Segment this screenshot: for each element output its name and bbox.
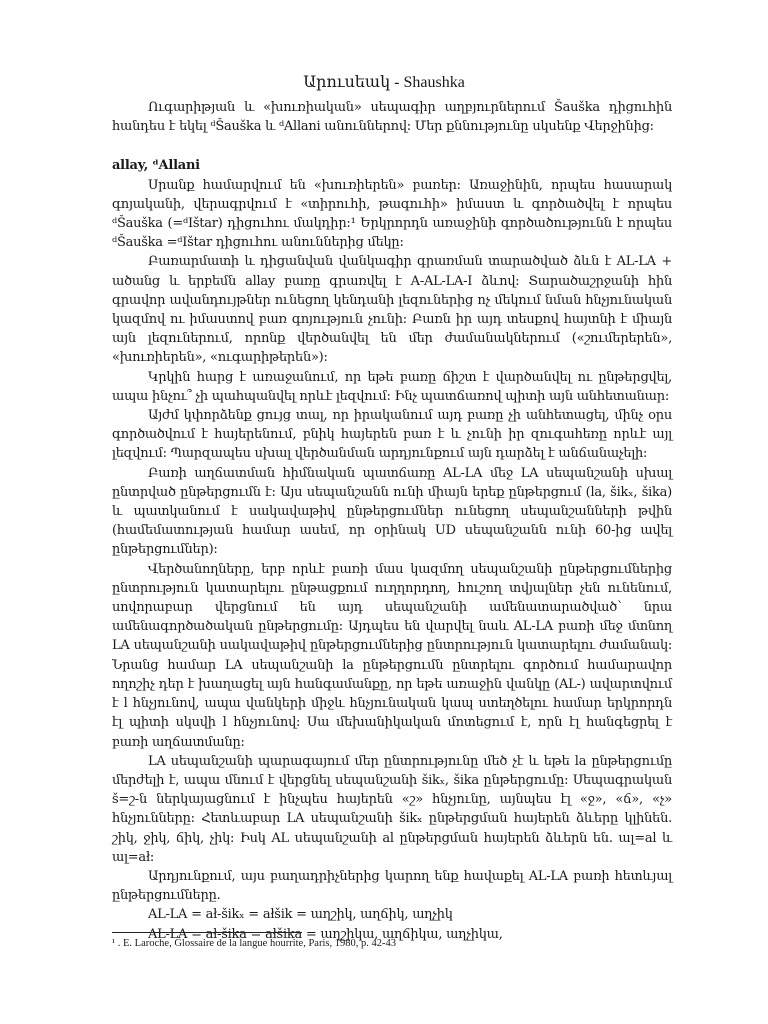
formula-line: AL-LA = ał-šikₓ = ałšik = աղշիկ, աղճիկ, աղչիկ <box>148 907 453 923</box>
body-paragraph: Բառի աղճատման հիմնական պատճառը AL-LA մեջ LA սեպանշանի սխալ ընտրված ընթերցումն է: Այս սեպանշանն ունի միայն երեք ընթերցում (la, šikₓ, šika) և պատկանում է սակավաթիվ ընթերցումներ ունեցող սեպանշանների թվին (համեմատության համար ասեմ, որ օրինակ UD սեպանշանն ունի 60-ից ավել ընթերցումներ): <box>112 465 672 558</box>
document-body <box>112 98 672 944</box>
formula-line: AL-LA = ał-šika = ałšika = աղշիկա, աղճիկա, աղչիկա, <box>148 926 503 942</box>
page-title: Արուսեակ - Shaushka <box>303 74 465 91</box>
body-paragraph: Այժմ կփորձենք ցույց տալ, որ իրականում այդ բառը չի անհետացել, մինչ օրս գործածվում է հայերենում, բնիկ հայերեն բառ է և չունի իր զուգահեռը որևէ այլ լեզվում: Պարզապես սխալ վերծանման արդյունքում այն դարձել է անճանաչելի: <box>112 408 672 462</box>
footnote-divider <box>112 932 302 933</box>
body-paragraph: Բառարմատի և դիցանվան վանկագիր գրառման տարածված ձևն է AL-LA + ածանց և երբեմն allay բառը գրառվել է A-AL-LA-I ձևով: Տարածաշրջանի հին գրավոր ավանդույթներ ունեցող կենդանի լեզուներից ոչ մեկում նման հնչյունական կազմով ու իմաստով բառ գոյություն չունի: Բառն իր այդ տեսքով հայտնի է միայն այն լեզուներում, որոնք վերծանվել են մեր ժամանակներում («շումերերեն», «խուռիերեն», «ուգարիթերեն»): <box>112 254 672 366</box>
body-paragraph: Արդյունքում, այս բաղադրիչներից կարող ենք հավաքել AL-LA բառի հետևյալ ընթերցումները. <box>112 868 672 904</box>
body-paragraph: Սրանք համարվում են «խուռիերեն» բառեր: Առաջինին, որպես հասարակ գոյականի, վերագրվում է «տիրուհի, թագուհի» իմաստ և գործածվել է որպես ᵈŠauška (=ᵈIštar) դիցուհու մակդիր:¹ Երկրորդն առաջինի գործածությունն է որպես ᵈŠauška =ᵈIštar դիցուհու անուններից մեկը: <box>112 177 672 251</box>
body-paragraph: LA սեպանշանի պարագայում մեր ընտրությունը մեծ չէ և եթե la ընթերցումը մերժելի է, ապա մնում է վերցնել սեպանշանի šikₓ, šika ընթերցումը: Սեպագրական š=շ-ն ներկայացնում է ինչպես հայերեն «շ» հնչյունը, այնպես էլ «ջ», «ճ», «չ» հնչյունները: Հետևաբար LA սեպանշանի šikₓ ընթերցման հայերեն ձևերը կլինեն. շիկ, ջիկ, ճիկ, չիկ: Իսկ AL սեպանշանի al ընթերցման հայերեն ձևերն են. ալ=al և ալ=ał: <box>112 753 672 865</box>
section-heading: allay, ᵈAllani <box>112 158 200 174</box>
body-paragraph: Վերծանողները, երբ որևէ բառի մաս կազմող սեպանշանի ընթերցումներից ընտրություն կատարելու ընթացքում ուղղորդող, հուշող տվյալներ չեն ունենում, սովորաբար վերցնում են այդ սեպանշանի ամենատարածված՝ նրա ամենագործածական ընթերցումը: Այդպես են վարվել նաև AL-LA բառի մեջ մտնող LA սեպանշանի սակավաթիվ ընթերցումներից ընտրություն կատարելու ժամանակ: Նրանց համար LA սեպանշանի la ընթերցումն ընտրելու գործում համարավոր ողոշիչ դեր է խաղացել այն հանգամանքը, որ եթե առաջին վանկը (AL-) ավարտվում է l հնչյունով, ապա վանկերի միջև հնչյունական կապ ստեղծելու համար երկրորդն էլ պիտի սկսվի l հնչյունով: Սա մեխանիկական մոտեցում է, որն էլ հանգեցրել է բառի աղճատմանը: <box>112 561 672 750</box>
intro-paragraph: Ուգարիթյան և «խուռիական» սեպագիր աղբյուրներում Šauška դիցուհին հանդես է եկել ᵈŠauška և ᵈAllani անուններով: Մեր քննությունը սկսենք Վերջինից: <box>112 100 672 135</box>
body-paragraph: Կրկին հարց է առաջանում, որ եթե բառը ճիշտ է վարծանվել ու ընթերցվել, ապա ինչու՞ չի պահպանվել որևէ լեզվում: Ինչ պատճառով պիտի այն անհետանար: <box>112 369 672 404</box>
footnote: ¹ . E. Laroche, Glossaire de la langue hourrite, Paris, 1980, p. 42-43 <box>112 938 396 949</box>
